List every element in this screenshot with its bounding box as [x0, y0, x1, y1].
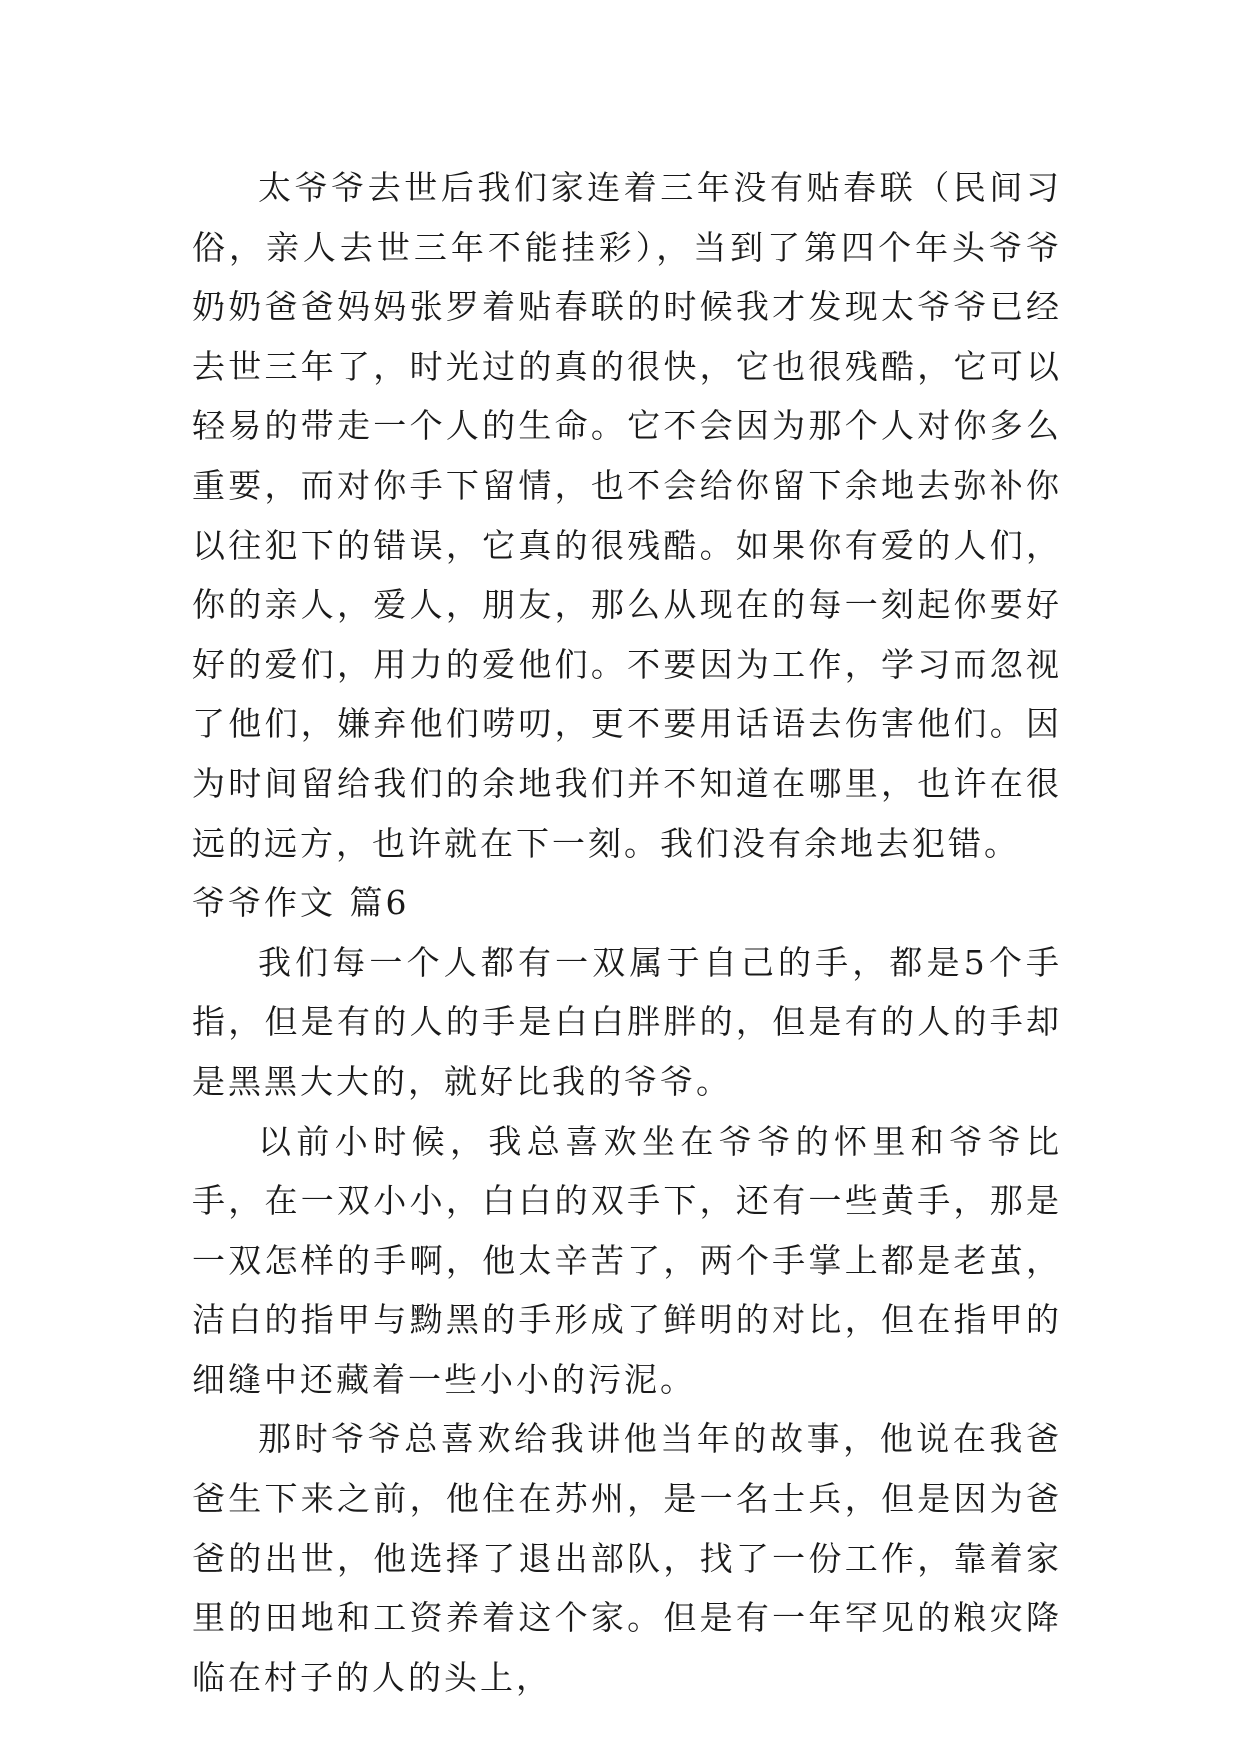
paragraph: 以前小时候，我总喜欢坐在爷爷的怀里和爷爷比手，在一双小小，白白的双手下，还有一些黄手，那是一双怎样的手啊，他太辛苦了，两个手掌上都是老茧，洁白的指甲与黝黑的手形成了鲜明的对比，但在指甲的细缝中还藏着一些小小的污泥。	[192, 1121, 1062, 1399]
document-body	[192, 158, 1062, 1707]
paragraph: 我们每一个人都有一双属于自己的手，都是5个手指，但是有的人的手是白白胖胖的，但是有的人的手却是黑黑大大的，就好比我的爷爷。	[192, 942, 1062, 1101]
paragraph: 太爷爷去世后我们家连着三年没有贴春联（民间习俗，亲人去世三年不能挂彩），当到了第四个年头爷爷奶奶爸爸妈妈张罗着贴春联的时候我才发现太爷爷已经去世三年了，时光过的真的很快，它也很残酷，它可以轻易的带走一个人的生命。它不会因为那个人对你多么重要，而对你手下留情，也不会给你留下余地去弥补你以往犯下的错误，它真的很残酷。如果你有爱的人们，你的亲人，爱人，朋友，那么从现在的每一刻起你要好好的爱们，用力的爱他们。不要因为工作，学习而忽视了他们，嫌弃他们唠叨，更不要用话语去伤害他们。因为时间留给我们的余地我们并不知道在哪里，也许在很远的远方，也许就在下一刻。我们没有余地去犯错。	[192, 168, 1062, 863]
paragraph: 那时爷爷总喜欢给我讲他当年的故事，他说在我爸爸生下来之前，他住在苏州，是一名士兵，但是因为爸爸的出世，他选择了退出部队，找了一份工作，靠着家里的田地和工资养着这个家。但是有一年罕见的粮灾降临在村子的人的头上，	[192, 1419, 1062, 1697]
section-heading: 爷爷作文 篇6	[192, 883, 410, 923]
